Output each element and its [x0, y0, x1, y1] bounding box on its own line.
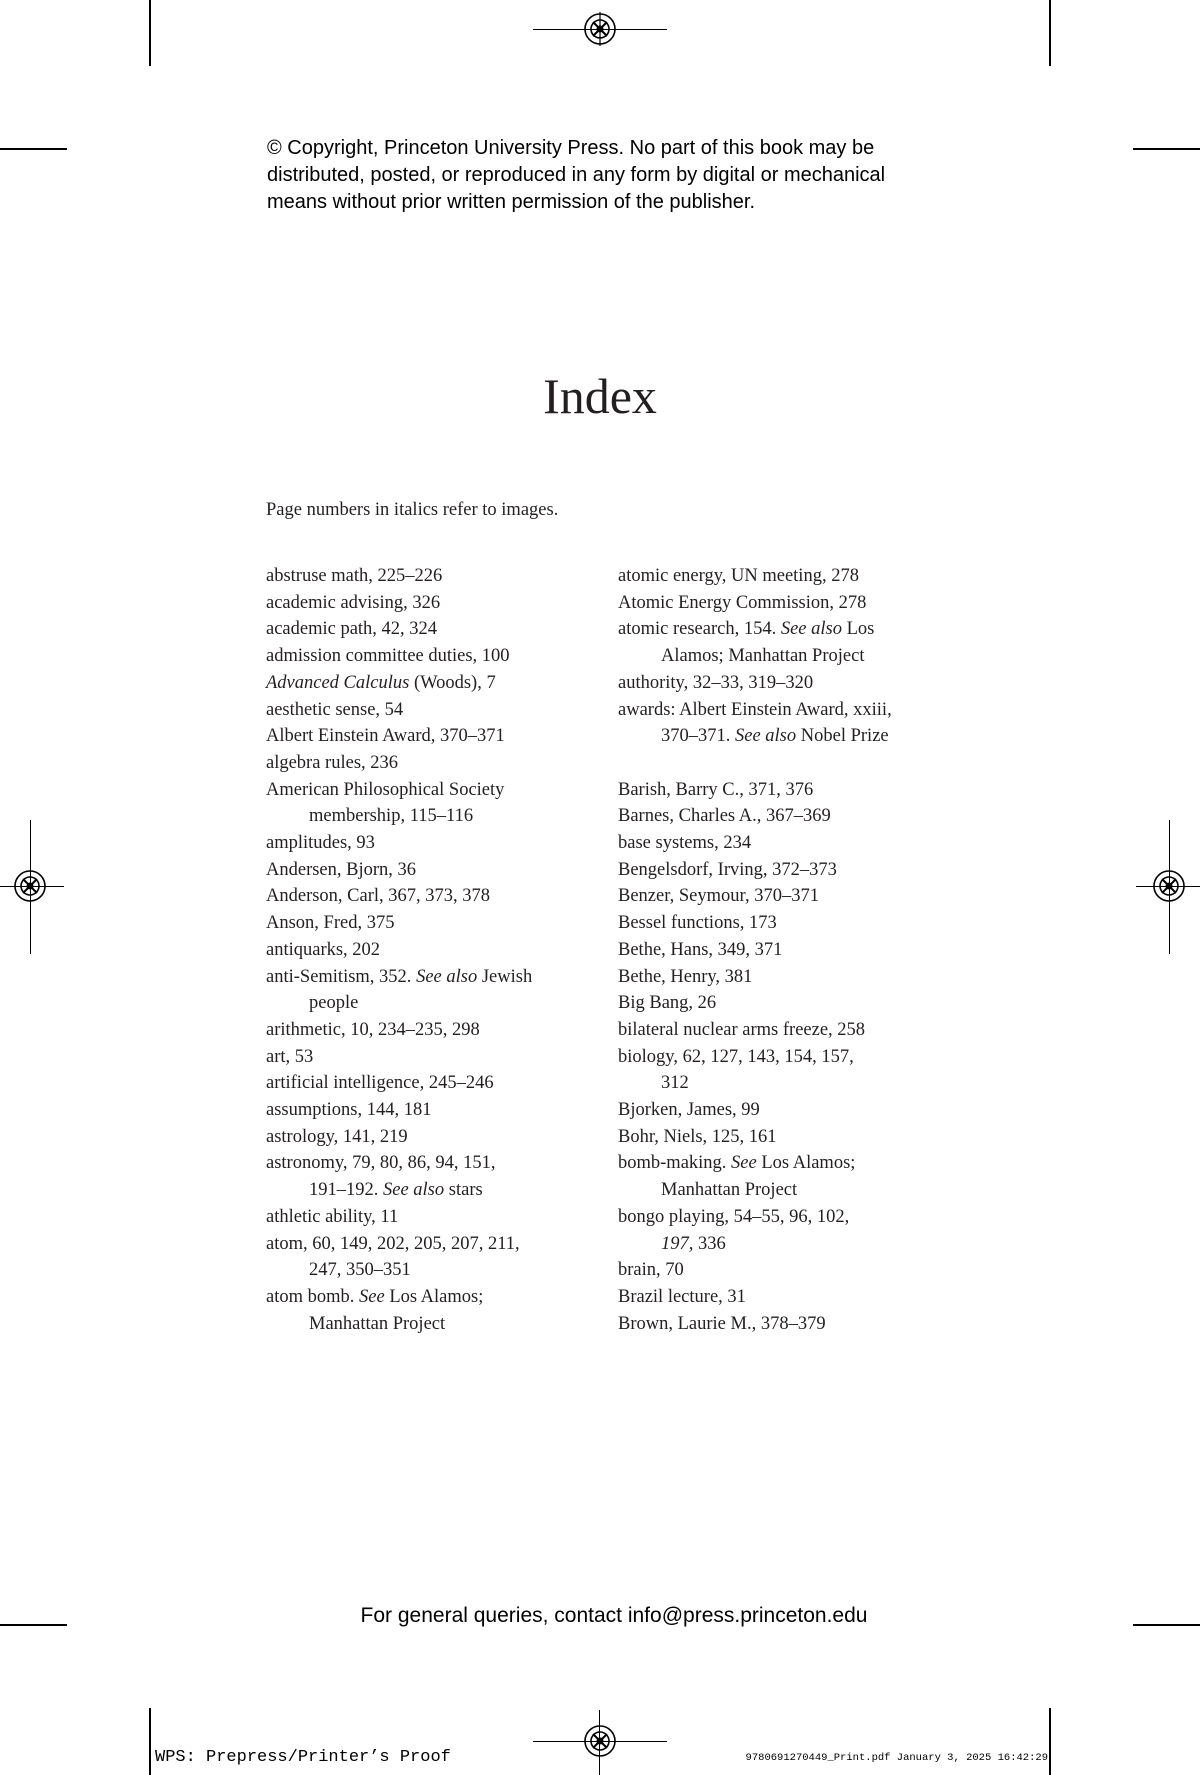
index-entry-text: Bethe, Henry, 381	[618, 966, 753, 987]
index-entry-text: Alamos; Manhattan Project	[661, 646, 865, 667]
registration-target-icon	[583, 12, 617, 46]
crop-mark-bottom-left	[149, 1708, 151, 1775]
copyright-line: means without prior written permission of the publisher.	[267, 191, 756, 213]
index-entry-continuation	[618, 1177, 958, 1204]
index-entry	[266, 723, 606, 750]
index-entry-italic-text: See also	[383, 1180, 445, 1201]
index-entry-italic-text: 197,	[661, 1233, 694, 1254]
index-entry-text: astronomy, 79, 80, 86, 94, 151,	[266, 1153, 496, 1174]
index-entry-continuation	[266, 1257, 606, 1284]
index-entry-text: anti-Semitism, 352.	[266, 966, 417, 987]
index-entry-text: Bethe, Hans, 349, 371	[618, 939, 783, 960]
general-queries-footer: For general queries, contact info@press.princeton.edu	[360, 1604, 868, 1627]
index-entry-text: Bessel functions, 173	[618, 913, 777, 934]
index-entry-text: Anson, Fred, 375	[266, 913, 395, 934]
index-entry-text: Bjorken, James, 99	[618, 1100, 760, 1121]
index-entry-text: (Woods), 7	[409, 672, 496, 693]
registration-target-icon	[583, 1724, 617, 1758]
index-entry-text: awards: Albert Einstein Award, xxiii,	[618, 699, 892, 720]
index-entry	[618, 803, 958, 830]
crop-mark-top-left	[149, 0, 151, 66]
index-entry-text: 312	[661, 1073, 689, 1094]
index-entry-text: Bohr, Niels, 125, 161	[618, 1126, 777, 1147]
registration-target-icon	[1152, 869, 1186, 903]
index-entry	[618, 1150, 958, 1177]
index-entry-text: Andersen, Bjorn, 36	[266, 859, 417, 880]
index-entry	[618, 1204, 958, 1231]
index-entry-text: abstruse math, 225–226	[266, 566, 443, 586]
index-entry-text: arithmetic, 10, 234–235, 298	[266, 1019, 480, 1040]
index-entry	[618, 1017, 958, 1044]
index-entry	[266, 1231, 606, 1258]
index-entry-text: aesthetic sense, 54	[266, 699, 404, 720]
index-entry	[618, 937, 958, 964]
index-entry	[266, 1284, 606, 1311]
index-entry-text: bilateral nuclear arms freeze, 258	[618, 1019, 866, 1040]
index-entry	[266, 777, 606, 804]
index-entry-text: Atomic Energy Commission, 278	[618, 592, 867, 613]
registration-target-icon	[13, 869, 47, 903]
index-entry-continuation	[266, 990, 606, 1017]
index-entry-continuation	[618, 1070, 958, 1097]
index-entry-italic-text: See also	[780, 619, 842, 640]
copyright-line: distributed, posted, or reproduced in any form by digital or mechanical	[267, 164, 886, 186]
index-entry-text: antiquarks, 202	[266, 939, 381, 960]
index-entry-text: bomb-making.	[618, 1153, 732, 1174]
index-entry-text: Anderson, Carl, 367, 373, 378	[266, 886, 491, 907]
crop-mark-right-upper	[1133, 148, 1200, 150]
index-entry	[618, 1097, 958, 1124]
index-entry-text: Brazil lecture, 31	[618, 1286, 746, 1307]
index-entry-text: Barnes, Charles A., 367–369	[618, 806, 831, 827]
index-entry	[618, 1124, 958, 1151]
index-entry-text: academic advising, 326	[266, 592, 441, 613]
index-entry-text: 247, 350–351	[309, 1260, 411, 1281]
copyright-line: © Copyright, Princeton University Press. No part of this book may be	[267, 137, 875, 159]
index-entry-text: atomic research, 154.	[618, 619, 781, 640]
index-entry-text: people	[309, 993, 359, 1014]
index-entry	[266, 670, 606, 697]
index-entry-text: astrology, 141, 219	[266, 1126, 408, 1147]
crop-mark-bottom-right	[1049, 1708, 1051, 1775]
index-entry-text: atom, 60, 149, 202, 205, 207, 211,	[266, 1233, 520, 1254]
index-entry-text: Benzer, Seymour, 370–371	[618, 886, 819, 907]
index-entry-text: Big Bang, 26	[618, 993, 717, 1014]
index-entry-text: Los Alamos;	[384, 1286, 484, 1307]
index-entry-text: algebra rules, 236	[266, 752, 399, 773]
index-column-left	[266, 563, 606, 1337]
index-entry-italic-text: See	[731, 1153, 757, 1174]
index-entry-text: Brown, Laurie M., 378–379	[618, 1313, 826, 1334]
index-entry	[618, 990, 958, 1017]
index-entry	[266, 697, 606, 724]
index-entry-text: atom bomb.	[266, 1286, 360, 1307]
index-entry-text: Manhattan Project	[661, 1180, 798, 1201]
proof-slug-label: WPS: Prepress/Printer’s Proof	[155, 1748, 451, 1767]
index-entry-italic-text: See also	[416, 966, 478, 987]
index-entry-continuation	[266, 1311, 606, 1338]
index-entry-text: art, 53	[266, 1046, 314, 1067]
index-entry-italic-text: See	[359, 1286, 385, 1307]
index-entry	[618, 857, 958, 884]
index-entry	[266, 616, 606, 643]
index-entry-text: Manhattan Project	[309, 1313, 446, 1334]
page-title: Index	[543, 367, 657, 424]
proof-file-info: 9780691270449_Print.pdf January 3, 2025 16:42:29	[745, 1752, 1048, 1764]
index-entry-text: Nobel Prize	[796, 726, 889, 747]
index-entry	[266, 910, 606, 937]
index-entry	[266, 1204, 606, 1231]
index-entry	[618, 590, 958, 617]
index-entry	[266, 964, 606, 991]
index-entry	[618, 616, 958, 643]
index-entry-italic-text: See also	[735, 726, 797, 747]
index-entry	[266, 1017, 606, 1044]
index-entry-text: authority, 32–33, 319–320	[618, 672, 814, 693]
index-entry	[618, 1311, 958, 1338]
index-entry	[618, 1044, 958, 1071]
index-entry	[266, 1044, 606, 1071]
index-entry-text: Jewish	[477, 966, 533, 987]
index-entry-text: 370–371.	[661, 726, 735, 747]
index-entry	[266, 590, 606, 617]
index-entry-text: base systems, 234	[618, 833, 752, 854]
index-entry	[618, 830, 958, 857]
index-entry-text: Bengelsdorf, Irving, 372–373	[618, 859, 837, 880]
index-entry	[266, 857, 606, 884]
index-entry-italic-text: Advanced Calculus	[266, 672, 410, 693]
index-entry-text: 191–192.	[309, 1180, 383, 1201]
index-entry	[266, 563, 606, 590]
index-entry-text: athletic ability, 11	[266, 1206, 399, 1227]
index-entry-continuation	[266, 1177, 606, 1204]
index-entry	[266, 883, 606, 910]
index-entry	[266, 750, 606, 777]
crop-mark-top-right	[1049, 0, 1051, 66]
index-note: Page numbers in italics refer to images.	[266, 500, 559, 520]
index-entry-continuation	[618, 1231, 958, 1258]
index-entry-text: admission committee duties, 100	[266, 646, 510, 667]
index-entry	[266, 830, 606, 857]
index-entry-text: American Philosophical Society	[266, 779, 505, 800]
index-entry	[618, 1257, 958, 1284]
index-entry	[618, 670, 958, 697]
index-entry	[266, 1070, 606, 1097]
index-entry	[266, 1097, 606, 1124]
index-entry-continuation	[618, 643, 958, 670]
index-entry-text: bongo playing, 54–55, 96, 102,	[618, 1206, 850, 1227]
index-entry-text: Barish, Barry C., 371, 376	[618, 779, 814, 800]
index-entry	[266, 1124, 606, 1151]
index-entry	[266, 1150, 606, 1177]
index-entry-continuation	[618, 723, 958, 750]
index-entry-text: membership, 115–116	[309, 806, 474, 827]
index-entry	[266, 643, 606, 670]
index-entry-text: artificial intelligence, 245–246	[266, 1073, 494, 1094]
index-entry-text: brain, 70	[618, 1260, 684, 1281]
index-entry-text: atomic energy, UN meeting, 278	[618, 566, 859, 586]
index-entry	[618, 697, 958, 724]
index-entry-continuation	[266, 803, 606, 830]
copyright-notice	[267, 135, 987, 216]
index-entry	[266, 937, 606, 964]
index-entry	[618, 563, 958, 590]
crop-mark-left-upper	[0, 148, 67, 150]
index-entry-text: Los Alamos;	[756, 1153, 856, 1174]
index-entry	[618, 777, 958, 804]
index-entry	[618, 910, 958, 937]
index-entry-text: assumptions, 144, 181	[266, 1100, 432, 1121]
index-entry-text: Los	[841, 619, 875, 640]
index-entry-text: 336	[693, 1233, 726, 1254]
index-entry	[618, 1284, 958, 1311]
index-entry-text: biology, 62, 127, 143, 154, 157,	[618, 1046, 854, 1067]
index-column-right	[618, 563, 958, 1337]
index-entry-text: Albert Einstein Award, 370–371	[266, 726, 505, 747]
index-entry	[618, 883, 958, 910]
index-entry-text: amplitudes, 93	[266, 833, 375, 854]
index-entry-text: academic path, 42, 324	[266, 619, 438, 640]
index-entry	[618, 964, 958, 991]
index-entry-text: stars	[444, 1180, 483, 1201]
